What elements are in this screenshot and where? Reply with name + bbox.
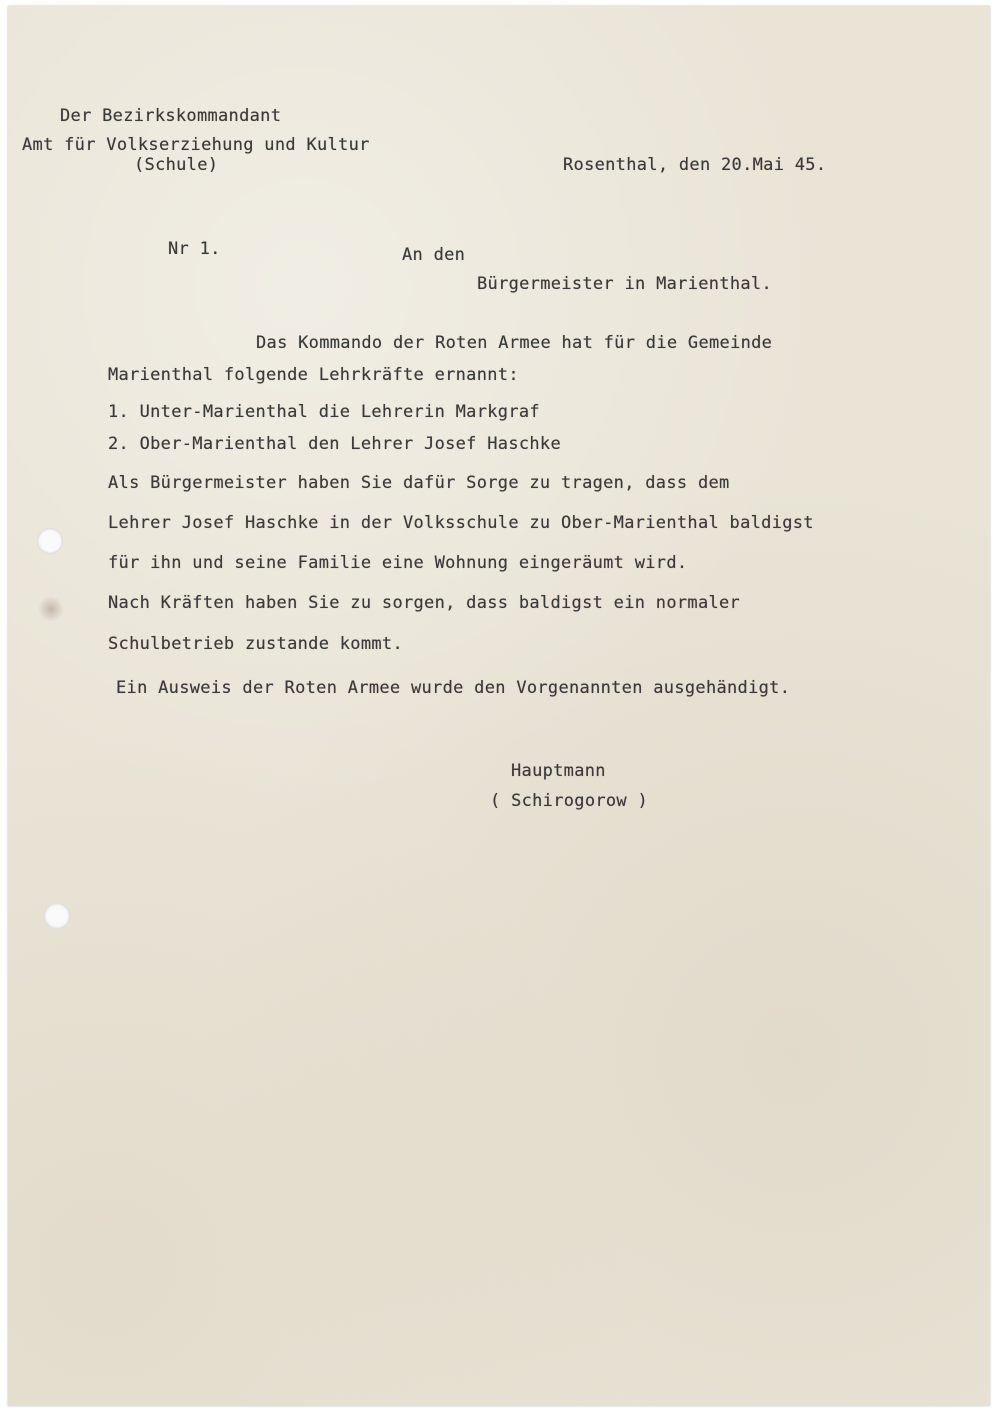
document-page bbox=[8, 6, 990, 1406]
recipient-line-2: Bürgermeister in Marienthal. bbox=[477, 274, 772, 294]
paragraph-1-line-3: für ihn und seine Familie eine Wohnung eingeräumt wird. bbox=[108, 553, 688, 573]
letterhead-line-3: (Schule) bbox=[134, 155, 219, 175]
signature-name: ( Schirogorow ) bbox=[490, 791, 649, 811]
list-item-1: 1. Unter-Marienthal die Lehrerin Markgraf bbox=[108, 402, 540, 422]
punch-hole-top bbox=[37, 528, 63, 554]
punch-hole-bottom bbox=[44, 903, 70, 929]
list-item-2: 2. Ober-Marienthal den Lehrer Josef Haschke bbox=[108, 434, 561, 454]
paragraph-2-line-2: Schulbetrieb zustande kommt. bbox=[108, 634, 403, 654]
letterhead-line-2: Amt für Volkserziehung und Kultur bbox=[22, 135, 370, 155]
signature-rank: Hauptmann bbox=[511, 761, 606, 781]
body-intro-line-1: Das Kommando der Roten Armee hat für die Gemeinde bbox=[256, 333, 773, 353]
paragraph-1-line-2: Lehrer Josef Haschke in der Volksschule zu Ober-Marienthal baldigst bbox=[108, 513, 814, 533]
reference-number: Nr 1. bbox=[168, 239, 221, 259]
paper-stain bbox=[38, 596, 64, 622]
paragraph-1-line-1: Als Bürgermeister haben Sie dafür Sorge zu tragen, dass dem bbox=[108, 473, 730, 493]
letterhead-line-1: Der Bezirkskommandant bbox=[60, 106, 282, 126]
paragraph-3: Ein Ausweis der Roten Armee wurde den Vorgenannten ausgehändigt. bbox=[116, 678, 791, 698]
date-line: Rosenthal, den 20.Mai 45. bbox=[563, 155, 827, 175]
recipient-line-1: An den bbox=[402, 245, 466, 265]
paragraph-2-line-1: Nach Kräften haben Sie zu sorgen, dass baldigst ein normaler bbox=[108, 593, 741, 613]
body-intro-line-2: Marienthal folgende Lehrkräfte ernannt: bbox=[108, 365, 519, 385]
